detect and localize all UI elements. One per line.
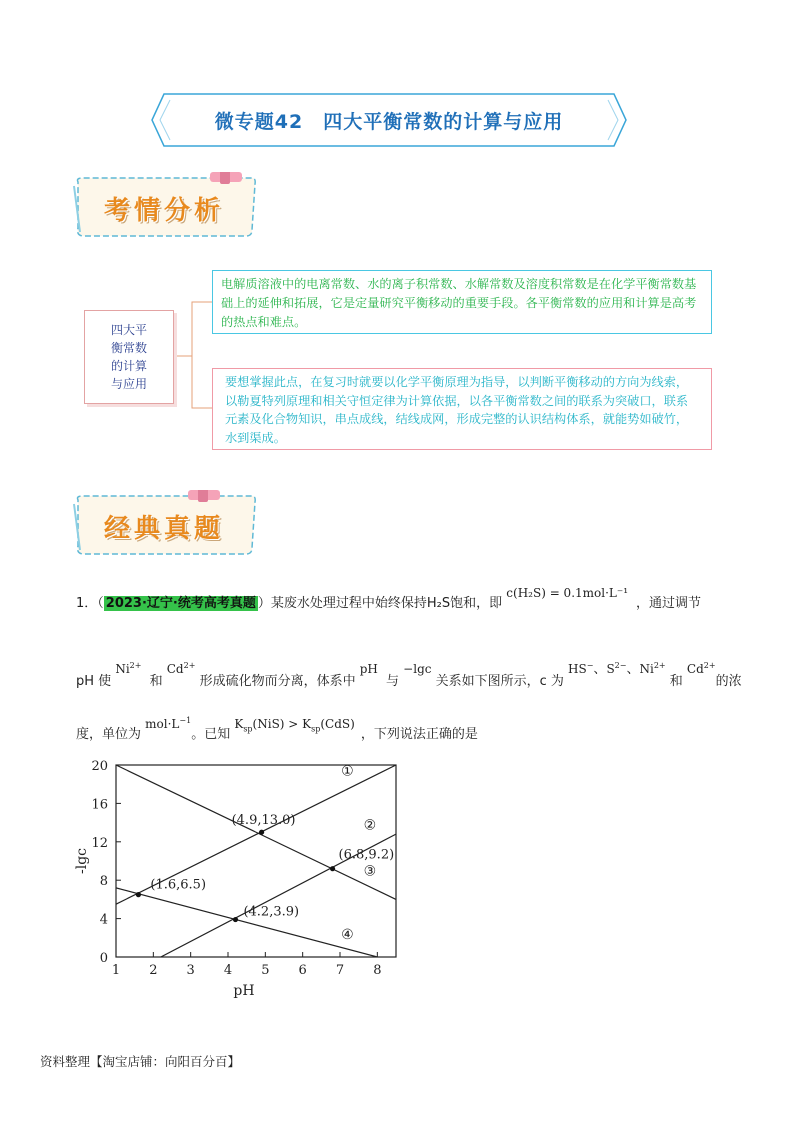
hs-charge: − [586,661,594,670]
question-number: 1． [76,596,98,611]
ni-ion-2 [639,662,665,676]
s-charge: 2− [614,661,627,670]
mindmap-connector [172,290,216,420]
unit-base: mol·L [145,717,180,731]
q-text: 和 [149,674,163,689]
ksp-formula [234,717,355,734]
y-tick-label: 8 [99,874,108,890]
ksp-sub: sp [243,724,253,734]
x-tick-label: 1 [111,963,121,978]
x-tick-label: 7 [335,963,345,978]
hs-ion [568,662,593,676]
section-exam [70,490,260,564]
center-line-3: 的计算 [110,359,147,373]
q-text: 形成硫化物而分离，体系中 [199,674,356,689]
series-label: ④ [341,926,354,943]
cd-charge: 2+ [183,661,196,670]
ni-symbol: Ni [639,662,654,676]
q-text: 的浓 [715,674,742,689]
center-line-1: 四大平 [110,323,147,337]
q-text: pH 使 [76,674,112,689]
s-symbol: S [606,662,615,676]
s-ion [606,662,626,676]
cd-charge: 2+ [703,661,716,670]
q-text: ，下列说法正确的是 [360,727,478,742]
ni-ion [115,662,141,676]
y-tick-label: 12 [91,835,108,851]
x-tick-label: 8 [373,963,382,978]
ksp-mid: (NiS) > K [252,717,312,731]
point-label: (1.6,6.5) [150,877,207,893]
equilibrium-chart [70,755,410,1015]
mindmap-center-topic [84,310,174,404]
x-tick-label: 2 [149,963,158,978]
ph-symbol: pH [359,662,378,676]
q-text: 、 [593,662,607,677]
unit-exp: −1 [179,716,192,725]
y-tick-label: 4 [99,912,108,928]
hs-symbol: HS [568,662,587,676]
series-label: ① [341,763,354,780]
ni-symbol: Ni [115,662,130,676]
intersection-point [330,866,335,871]
question-line-1: 1．（ 2023·辽宁·统考高考真题 ）某废水处理过程中始终保持H₂S饱和，即 c(H₂S) = 0.1mol·L⁻¹，通过调节 [76,586,702,611]
h2s-formula: H₂S [426,596,451,611]
q-text: ，通过调节 [636,596,702,611]
intersection-point [136,892,141,897]
q-text: 、 [626,662,640,677]
x-tick-label: 5 [261,963,270,978]
footer-text: 资料整理【淘宝店铺：向阳百分百】 [40,1054,241,1069]
cd-symbol: Cd [166,662,184,676]
q-text: 和 [669,674,683,689]
q-text: 与 [386,674,400,689]
ni-charge: 2+ [653,661,666,670]
section-analysis [70,172,260,246]
concentration-formula: c(H₂S) = 0.1mol·L⁻¹ [506,586,629,600]
y-tick-label: 16 [91,797,108,813]
q-text: 。已知 [191,727,231,742]
y-tick-label: 0 [99,951,108,966]
intersection-point [233,917,238,922]
question-line-2 [76,661,742,689]
question-line-3 [76,716,478,743]
x-axis-label: pH [233,983,255,999]
intersection-point [259,830,264,835]
page-title: 微专题42 四大平衡常数的计算与应用 [214,110,564,133]
y-tick-label: 20 [91,759,108,774]
q-text: 关系如下图所示，c 为 [435,674,564,689]
ksp-end: (CdS) [320,717,355,731]
q-text: 度，单位为 [76,727,142,742]
source-tag: 2023·辽宁·统考高考真题 [105,596,256,611]
q-text: 饱和，即 [450,596,503,611]
ksp-k: K [234,717,244,731]
y-axis-label: -lgc [74,847,90,875]
x-tick-label: 3 [186,963,195,978]
ni-charge: 2+ [129,661,142,670]
x-tick-label: 6 [298,963,307,978]
ksp-sub-2: sp [311,724,321,734]
series-line-④ [116,888,377,957]
lgc-symbol: −lgc [403,662,432,676]
center-line-4: 与应用 [110,377,147,391]
center-line-2: 衡常数 [110,341,147,355]
series-label: ③ [363,863,377,880]
cd-ion [167,662,196,676]
cd-symbol: Cd [686,662,704,676]
mindmap-box-importance: 电解质溶液中的电离常数、水的离子积常数、水解常数及溶度积常数是在化学平衡常数基础上的延伸和拓展，它是定量研究平衡移动的重要手段。各平衡常数的应用和计算是高考的热点和难点。 [212,270,712,334]
point-label: (6.8,9.2) [338,847,395,863]
series-label: ② [363,817,377,834]
x-tick-label: 4 [223,963,233,978]
point-label: (4.9,13.0) [231,813,296,829]
cd-ion-2 [687,662,716,676]
q-text: 某废水处理过程中始终保持 [270,596,427,611]
mindmap-box-strategy: 要想掌握此点，在复习时就要以化学平衡原理为指导，以判断平衡移动的方向为线索，以勒夏特列原理和相关守恒定律为计算依据，以各平衡常数之间的联系为突破口，联系元素及化合物知识，串点成线，结线成网，形成完整的认识结构体系，就能势如破竹，水到渠成。 [212,368,712,450]
section-analysis-title: 考情分析 [104,196,225,226]
point-label: (4.2,3.9) [243,904,300,920]
unit [145,717,191,731]
section-exam-title: 经典真题 [104,514,225,544]
